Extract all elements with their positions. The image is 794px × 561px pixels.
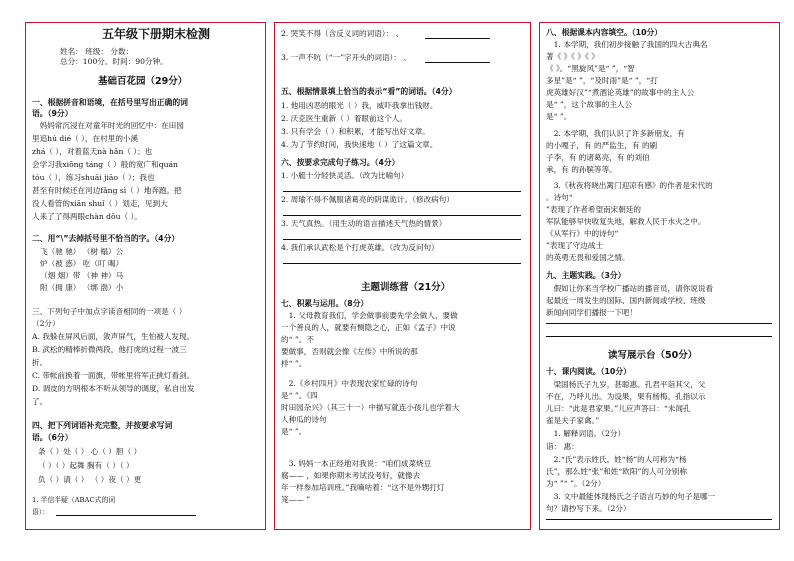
q3-option: A. 我躲在屏风后面，敛声屏气，生怕被人发现。 (32, 332, 195, 341)
answer-line[interactable] (546, 323, 772, 324)
q7-3-line: 年一样参加培训班。”我嘀咕着：“这不是外甥打灯 (281, 483, 445, 492)
q4-item: 1. 半信半疑（ABAC式的词 (32, 496, 116, 504)
q3-heading: 三、下列句子中加点字读音相同的一项是（ ） (32, 307, 187, 316)
q8-line: 的英勇无畏和爱国之情。 (546, 253, 630, 262)
q6-item: 3. 天气真热。（用生动的语言描述天气热的情景） (281, 219, 447, 228)
q2-row: （烟 烟）带 （神 神）马 (40, 271, 124, 280)
q8-line: ”表现了守边战士 (546, 241, 604, 250)
q8-line: 。诗句“ (546, 193, 573, 202)
q4-heading-cont: 语。（6分） (32, 433, 73, 442)
q10-passage: 儿曰：“此是君家果。”儿应声答曰：“未闻孔 (546, 404, 691, 413)
q7-1-line: 样“ ”。 (281, 359, 307, 368)
q3-option: C. 带帐前换着一面旗，带帐里将军正挑灯看剑。 (32, 371, 195, 380)
q4-row: 负（ ）请（ ） （ ）夜（ ）更 (38, 475, 142, 484)
q1-heading-cont: 语。（9分） (32, 109, 73, 118)
q5-line: 4. 为了节约时间，我快速地（ ）了这篇文章。 (281, 140, 438, 149)
q7-1-line: 的“ ”。不 (281, 335, 314, 344)
q6-heading: 六、按要求完成句子练习。（4分） (281, 158, 400, 167)
q10-line: 句？请抄写下来。（2分） (546, 504, 631, 513)
q1-line: 甚至有时候还在河边fǎng sì（ ）地奔跑。把 (32, 186, 182, 195)
q3-option: 了。 (32, 397, 48, 406)
q10-passage: 不在，乃呼儿出。为设果，果有杨梅。孔指以示 (546, 392, 706, 401)
q8-line: 3.《秋夜将晓出篱门迎凉有感》的作者是宋代的 (546, 181, 713, 190)
q6-item: 2. 周瑜不得不佩服诸葛亮的阴谋诡计。（修改病句） (281, 195, 454, 204)
q8-line: 《 》。“黑旋风”是“ ”，“智 (546, 64, 635, 73)
q3-option: B. 武松的精棒折微两段，他打虎的过程一波三 (32, 345, 187, 354)
section-title-theme: 主题训练营（21分） (361, 282, 451, 293)
q2-heading: 二、用“\”去掉括号里不恰当的字。（4分） (32, 234, 180, 243)
section-title-basics: 基础百花园（29分） (98, 76, 188, 87)
answer-line[interactable] (283, 191, 521, 192)
q8-line: ”表现了作者希望南宋朝廷的 (546, 205, 642, 214)
section-title-reading: 读写展示台（50分） (608, 350, 698, 361)
answer-line[interactable] (283, 263, 521, 264)
exam-title: 五年级下册期末检测 (102, 27, 211, 41)
answer-line[interactable] (283, 239, 521, 240)
q9-line: 起最近一周发生的国际、国内新闻或学校、班级 (546, 296, 706, 305)
q10-passage: 梁国杨氏子九岁，甚聪惠。孔君平诣其父，父 (546, 380, 706, 389)
q1-line: 妈妈常沉浸在对童年时光的回忆中：在田园 (32, 121, 184, 130)
q9-line: 新闻向同学们播报一下吧！ (546, 308, 638, 317)
q9-heading: 九、主题实践。（3分） (546, 271, 626, 280)
q9-line: 假如让你来当学校广播站的播音员，请你说说看 (546, 284, 714, 293)
q4-heading: 四、把下列词语补充完整，并按要求写词 (32, 421, 173, 430)
q6-item: 1. 小艇十分轻快灵活。（改为比喻句） (281, 171, 409, 180)
answer-line[interactable] (283, 215, 521, 216)
q2-row: 飞（驰 驰） （树 榻）公 (40, 247, 124, 256)
q2-row: 炉（被 惑） 吃（叮 喝） (40, 259, 124, 268)
q5-heading: 五、根据情景填上恰当的表示“看”的词语。（4分） (281, 87, 457, 96)
q4-row: 条（ ）处（ ） 心（ ）胆（ ） (38, 447, 142, 456)
answer-line[interactable] (56, 515, 196, 516)
column-middle (274, 22, 531, 530)
q5-line: 2. 沃克医生重新（ ）着眼前这个人。 (281, 114, 407, 123)
q1-line: zhá（ ），对着蓝天nà hǎn（ ）；也 (32, 147, 153, 156)
q8-line: 子李，有 的诸葛亮，有 的刘伯 (546, 153, 650, 162)
q1-line: 没人看管的xiān shuǐ（ ）划走，见到大 (32, 199, 168, 208)
q8-line: 1. 本学期，我们初步接触了我国的四大古典名 (546, 40, 708, 49)
q3-option: D. 调皮的方明根本不听从领导的调度，私自出发 (32, 384, 195, 393)
q7-2-line: 人种瓜的诗句 (281, 415, 327, 424)
q1-line: 会学习我xiōng táng（ ）般的宽广和quán (32, 160, 178, 169)
q7-3-line: 3. 妈妈一本正经地对我说：“咱们成菜烧豆 (281, 459, 432, 468)
answer-line[interactable] (425, 38, 490, 39)
q8-heading: 八、根据课本内容填空。（10分） (546, 28, 663, 37)
q8-line: 承，有 的孙膑等等。 (546, 165, 617, 174)
q4-item-cont: 语）： (32, 508, 49, 516)
q7-2-line: 是“ ”。 (281, 427, 307, 436)
q10-line: 为“ ”“ ”。（2分） (546, 479, 606, 488)
q8-line: 是“ ”，这个故事的主人公 (546, 100, 633, 109)
q10-passage: 雀是夫子家禽。” (546, 416, 600, 425)
q4-item-3: 3. 一声不吭（“一”字开头的词语）： 、 (281, 53, 411, 62)
q5-line: 1. 他用凶恶的眼光（ ）我，威吓我拿出钱财。 (281, 101, 438, 110)
q3-score: （2分） (32, 319, 60, 328)
q10-line: 氏”，那么姓“张”和姓“欧阳”的人可分别称 (546, 467, 687, 476)
q8-line: 虎英雄好汉”“煮酒论英雄”的故事中的主人公 (546, 88, 695, 97)
q4-row: （ ）（ ）起舞 胸有（ ）（ ） (38, 461, 134, 470)
q1-line: 人来了了得两眼chàn dǒu（ ）。 (32, 212, 142, 221)
q10-line: 2.“氏”表示姓氏。姓“杨”的人可称为“杨 (546, 455, 687, 464)
q10-line: 3. 文中最能体现杨氏之子语言巧妙的句子是哪一 (546, 492, 716, 501)
q7-1-line: 一个善良的人，就要有恻隐之心，正如《孟子》中说 (281, 323, 456, 332)
name-class-score-line: 姓名： 班级： 分数： (60, 47, 134, 56)
q7-2-line: 2.《乡村四月》中表现农家忙碌的诗句 (281, 379, 418, 388)
q8-line: 的小嘎子，有 的严监生，有 的刷 (546, 141, 658, 150)
q8-line: 2. 本学期，我们认识了许多新朋友，有 (546, 129, 685, 138)
q8-line: 多星”是“ ”，“及时雨”是“ ”，“打 (546, 76, 658, 85)
q10-line: 诣： 惠： (546, 442, 579, 451)
q7-1-line: 1. 父母教育我们，学会做事前要先学会做人，要做 (281, 311, 458, 320)
q8-line: 是“ ”。 (546, 112, 572, 121)
q1-heading: 一、根据拼音和语境，在括号里写出正确的词 (32, 98, 188, 107)
q7-heading: 七、积累与运用。（8分） (281, 299, 369, 308)
q7-3-line: 腐—— ，如果你期末考试没考好，就像去 (281, 471, 421, 480)
q8-line: 《从军行》中的诗句“ (546, 229, 619, 238)
q8-line: 军队能够早快收复失地，解救人民于水火之中。 (546, 217, 706, 226)
q5-line: 3. 只有学会（ ）和积累，才能写出好文章。 (281, 127, 430, 136)
column-left (25, 22, 266, 530)
q7-2-line: 是“ ”。《四 (281, 391, 318, 400)
answer-line[interactable] (546, 336, 772, 337)
answer-line[interactable] (425, 62, 490, 63)
q1-line: tóu（ ），练习shuāi jiāo（ ）；我也 (32, 173, 155, 182)
q10-line: 1. 解释词语。（2分） (546, 429, 626, 438)
q1-line: 里追hú dié（ ），在村里的小溪 (32, 134, 139, 143)
q10-heading: 十、课内阅读。（10分） (546, 367, 631, 376)
answer-line[interactable] (546, 519, 772, 520)
q7-1-line: 要做事，否则就会像《左传》中所说的那 (281, 347, 418, 356)
column-right (539, 22, 780, 530)
q2-row: 附（拥 康） （绑 渤）小 (40, 283, 124, 292)
q3-option: 折。 (32, 358, 48, 367)
q8-line: 著《 》《 》《 》 (546, 52, 599, 61)
q4-item-2: 2. 哭笑不得（含反义词的词语）： 、 (281, 29, 404, 38)
total-time-line: 总分：100分。时间：90分钟。 (60, 57, 168, 66)
q7-2-line: 时田园杂兴》（其三十一）中描写就连小孩儿也学着大 (281, 403, 460, 412)
q7-3-line: 笼—— ” (281, 495, 311, 504)
q6-item: 4. 我们承认武松是个打虎英雄。（改为反问句） (281, 243, 439, 252)
